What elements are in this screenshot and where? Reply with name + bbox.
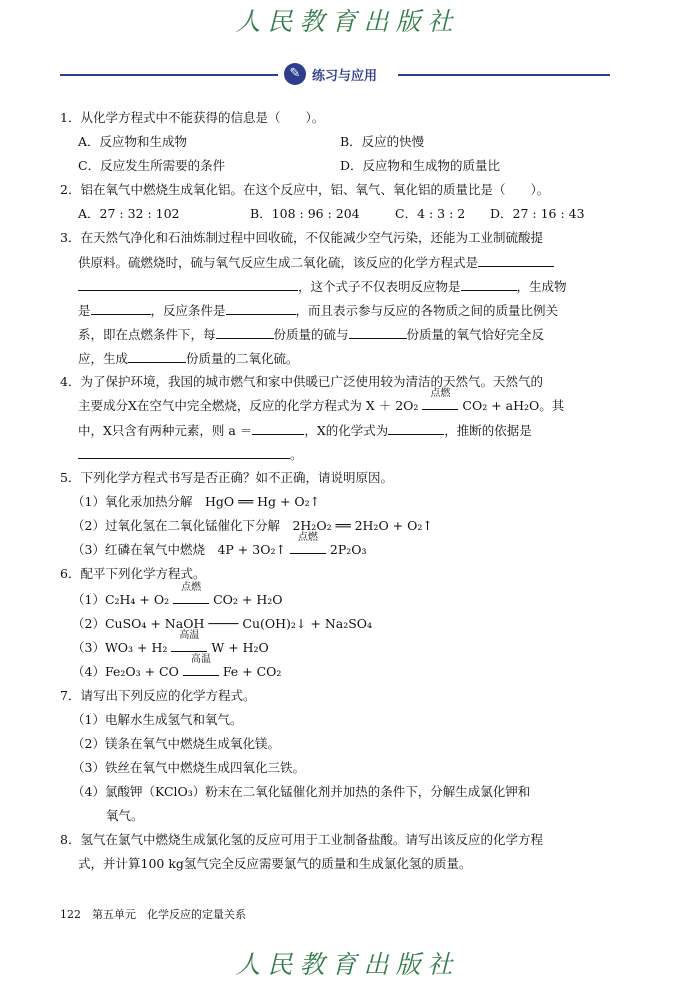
q3-line2 — [78, 254, 554, 271]
q3-text: 系，即在点燃条件下，每 — [78, 327, 216, 342]
arrow-line — [173, 595, 209, 604]
page-footer: 122 第五单元 化学反应的定量关系 — [60, 908, 246, 921]
answer-blank[interactable] — [461, 278, 517, 291]
q6-text: （3）WO₃ + H₂ — [72, 640, 168, 655]
q8-line2: 式，并计算100 kg氢气完全反应需要氯气的质量和生成氯化氢的质量。 — [78, 856, 472, 871]
q3-text: 份质量的氧气恰好完全反 — [406, 327, 545, 342]
q4-line4 — [78, 446, 303, 463]
q7-item4-cont: 氧气。 — [106, 808, 144, 823]
q6-stem: 6．配平下列化学方程式。 — [60, 566, 206, 581]
q3-line5 — [78, 326, 544, 343]
q6-item2: （2）CuSO₄ + NaOH ──── Cu(OH)₂↓ + Na₂SO₄ — [72, 616, 373, 631]
q1-option-b: B．反应的快慢 — [340, 134, 425, 149]
publisher-watermark-bottom: 人民教育出版社 — [235, 950, 460, 979]
q4-text: 中，X只含有两种元素，则 a ＝ — [78, 423, 253, 438]
q2-option-c: C．4 : 3 : 2 — [395, 206, 466, 221]
q6-item3 — [72, 630, 269, 656]
q1-option-a: A．反应物和生成物 — [78, 134, 188, 149]
q2-option-d: D．27 : 16 : 43 — [490, 206, 585, 221]
arrow-line — [422, 401, 458, 410]
answer-blank[interactable] — [216, 326, 274, 339]
q3-text: 是 — [78, 303, 91, 318]
condition-label: 点燃 — [430, 388, 451, 399]
q4-line3 — [78, 422, 532, 439]
q8-line1: 8．氢气在氯气中燃烧生成氯化氢的反应可用于工业制备盐酸。请写出该反应的化学方程 — [60, 832, 543, 847]
q7-item3: （3）铁丝在氧气中燃烧生成四氧化三铁。 — [72, 760, 305, 775]
q6-item4 — [72, 654, 282, 680]
q3-text: 应，生成 — [78, 351, 129, 366]
q3-text: ，这个式子不仅表明反应物是 — [298, 279, 461, 294]
publisher-watermark-top: 人民教育出版社 — [235, 7, 460, 36]
answer-blank[interactable] — [91, 302, 151, 315]
q3-line4 — [78, 302, 558, 319]
answer-blank[interactable] — [388, 422, 444, 435]
condition-label: 高温 — [179, 630, 200, 641]
q4-text: 主要成分X在空气中完全燃烧，反应的化学方程式为 X ＋ 2O₂ — [78, 398, 419, 413]
answer-blank[interactable] — [478, 254, 554, 267]
header-rule-right — [398, 74, 610, 76]
q7-item2: （2）镁条在氧气中燃烧生成氧化镁。 — [72, 736, 280, 751]
q5-item2: （2）过氧化氢在二氧化锰催化下分解 2H₂O₂ ══ 2H₂O + O₂↑ — [72, 518, 433, 533]
condition-label: 点燃 — [181, 582, 202, 593]
header-rule-left — [60, 74, 278, 76]
q6-text: （4）Fe₂O₃ + CO — [72, 664, 179, 679]
q6-text: （1）C₂H₄ + O₂ — [72, 592, 170, 607]
q3-line1: 3．在天然气净化和石油炼制过程中回收硫，不仅能减少空气污染，还能为工业制硫酸提 — [60, 230, 543, 245]
q6-text: Fe + CO₂ — [222, 664, 282, 679]
q7-stem: 7．请写出下列反应的化学方程式。 — [60, 688, 256, 703]
q2-stem: 2．铝在氧气中燃烧生成氧化铝。在这个反应中，铝、氧气、氧化铝的质量比是（ ）。 — [60, 182, 550, 197]
q1-stem: 1．从化学方程式中不能获得的信息是（ ）。 — [60, 110, 325, 125]
q5-stem: 5．下列化学方程式书写是否正确？如不正确，请说明原因。 — [60, 470, 393, 485]
condition-label: 点燃 — [297, 532, 318, 543]
q5-text: 2P₂O₃ — [329, 542, 367, 557]
q4-text: ，推断的依据是 — [444, 423, 532, 438]
q5-item3 — [72, 532, 367, 558]
q3-text: ，而且表示参与反应的各物质之间的质量比例关 — [295, 303, 559, 318]
section-title: 练习与应用 — [312, 69, 378, 84]
q1-option-c: C．反应发生所需要的条件 — [78, 158, 226, 173]
q4-text: ，X的化学式为 — [304, 423, 389, 438]
reaction-condition-arrow — [422, 388, 458, 414]
q4-text: CO₂ + aH₂O。其 — [462, 398, 565, 413]
condition-label: 高温 — [190, 654, 211, 665]
q7-item4: （4）氯酸钾（KClO₃）粉末在二氧化锰催化剂并加热的条件下，分解生成氯化钾和 — [72, 784, 531, 799]
reaction-condition-arrow — [290, 532, 326, 558]
answer-blank[interactable] — [78, 278, 298, 291]
q3-text: 供原料。硫燃烧时，硫与氧气反应生成二氧化硫，该反应的化学方程式是 — [78, 255, 479, 270]
answer-blank[interactable] — [226, 302, 296, 315]
answer-blank[interactable] — [78, 446, 290, 459]
section-header — [60, 63, 610, 87]
q6-item1 — [72, 582, 283, 608]
arrow-line — [183, 667, 219, 676]
q3-text: 份质量的硫与 — [273, 327, 349, 342]
q7-item1: （1）电解水生成氢气和氧气。 — [72, 712, 243, 727]
q2-option-b: B．108 : 96 : 204 — [250, 206, 360, 221]
q4-line1: 4．为了保护环境，我国的城市燃气和家中供暖已广泛使用较为清洁的天然气。天然气的 — [60, 374, 543, 389]
q6-text: W + H₂O — [211, 640, 269, 655]
q3-text: ，反应条件是 — [150, 303, 226, 318]
q4-text: 。 — [290, 447, 303, 462]
answer-blank[interactable] — [128, 350, 186, 363]
q5-text: （3）红磷在氧气中燃烧 4P + 3O₂↑ — [72, 542, 286, 557]
q6-text: CO₂ + H₂O — [213, 592, 283, 607]
q3-line6 — [78, 350, 299, 367]
q3-text: 份质量的二氧化硫。 — [186, 351, 299, 366]
pencil-icon: ✎ — [284, 63, 306, 85]
reaction-condition-arrow — [173, 582, 209, 608]
reaction-condition-arrow — [183, 654, 219, 680]
q5-item1: （1）氧化汞加热分解 HgO ══ Hg + O₂↑ — [72, 494, 321, 509]
arrow-line — [290, 545, 326, 554]
q1-option-d: D．反应物和生成物的质量比 — [340, 158, 501, 173]
q3-text: ，生成物 — [516, 279, 567, 294]
q2-option-a: A．27 : 32 : 102 — [78, 206, 180, 221]
q3-line3 — [78, 278, 567, 295]
answer-blank[interactable] — [252, 422, 304, 435]
answer-blank[interactable] — [349, 326, 407, 339]
q4-line2 — [78, 388, 565, 414]
arrow-line — [171, 643, 207, 652]
